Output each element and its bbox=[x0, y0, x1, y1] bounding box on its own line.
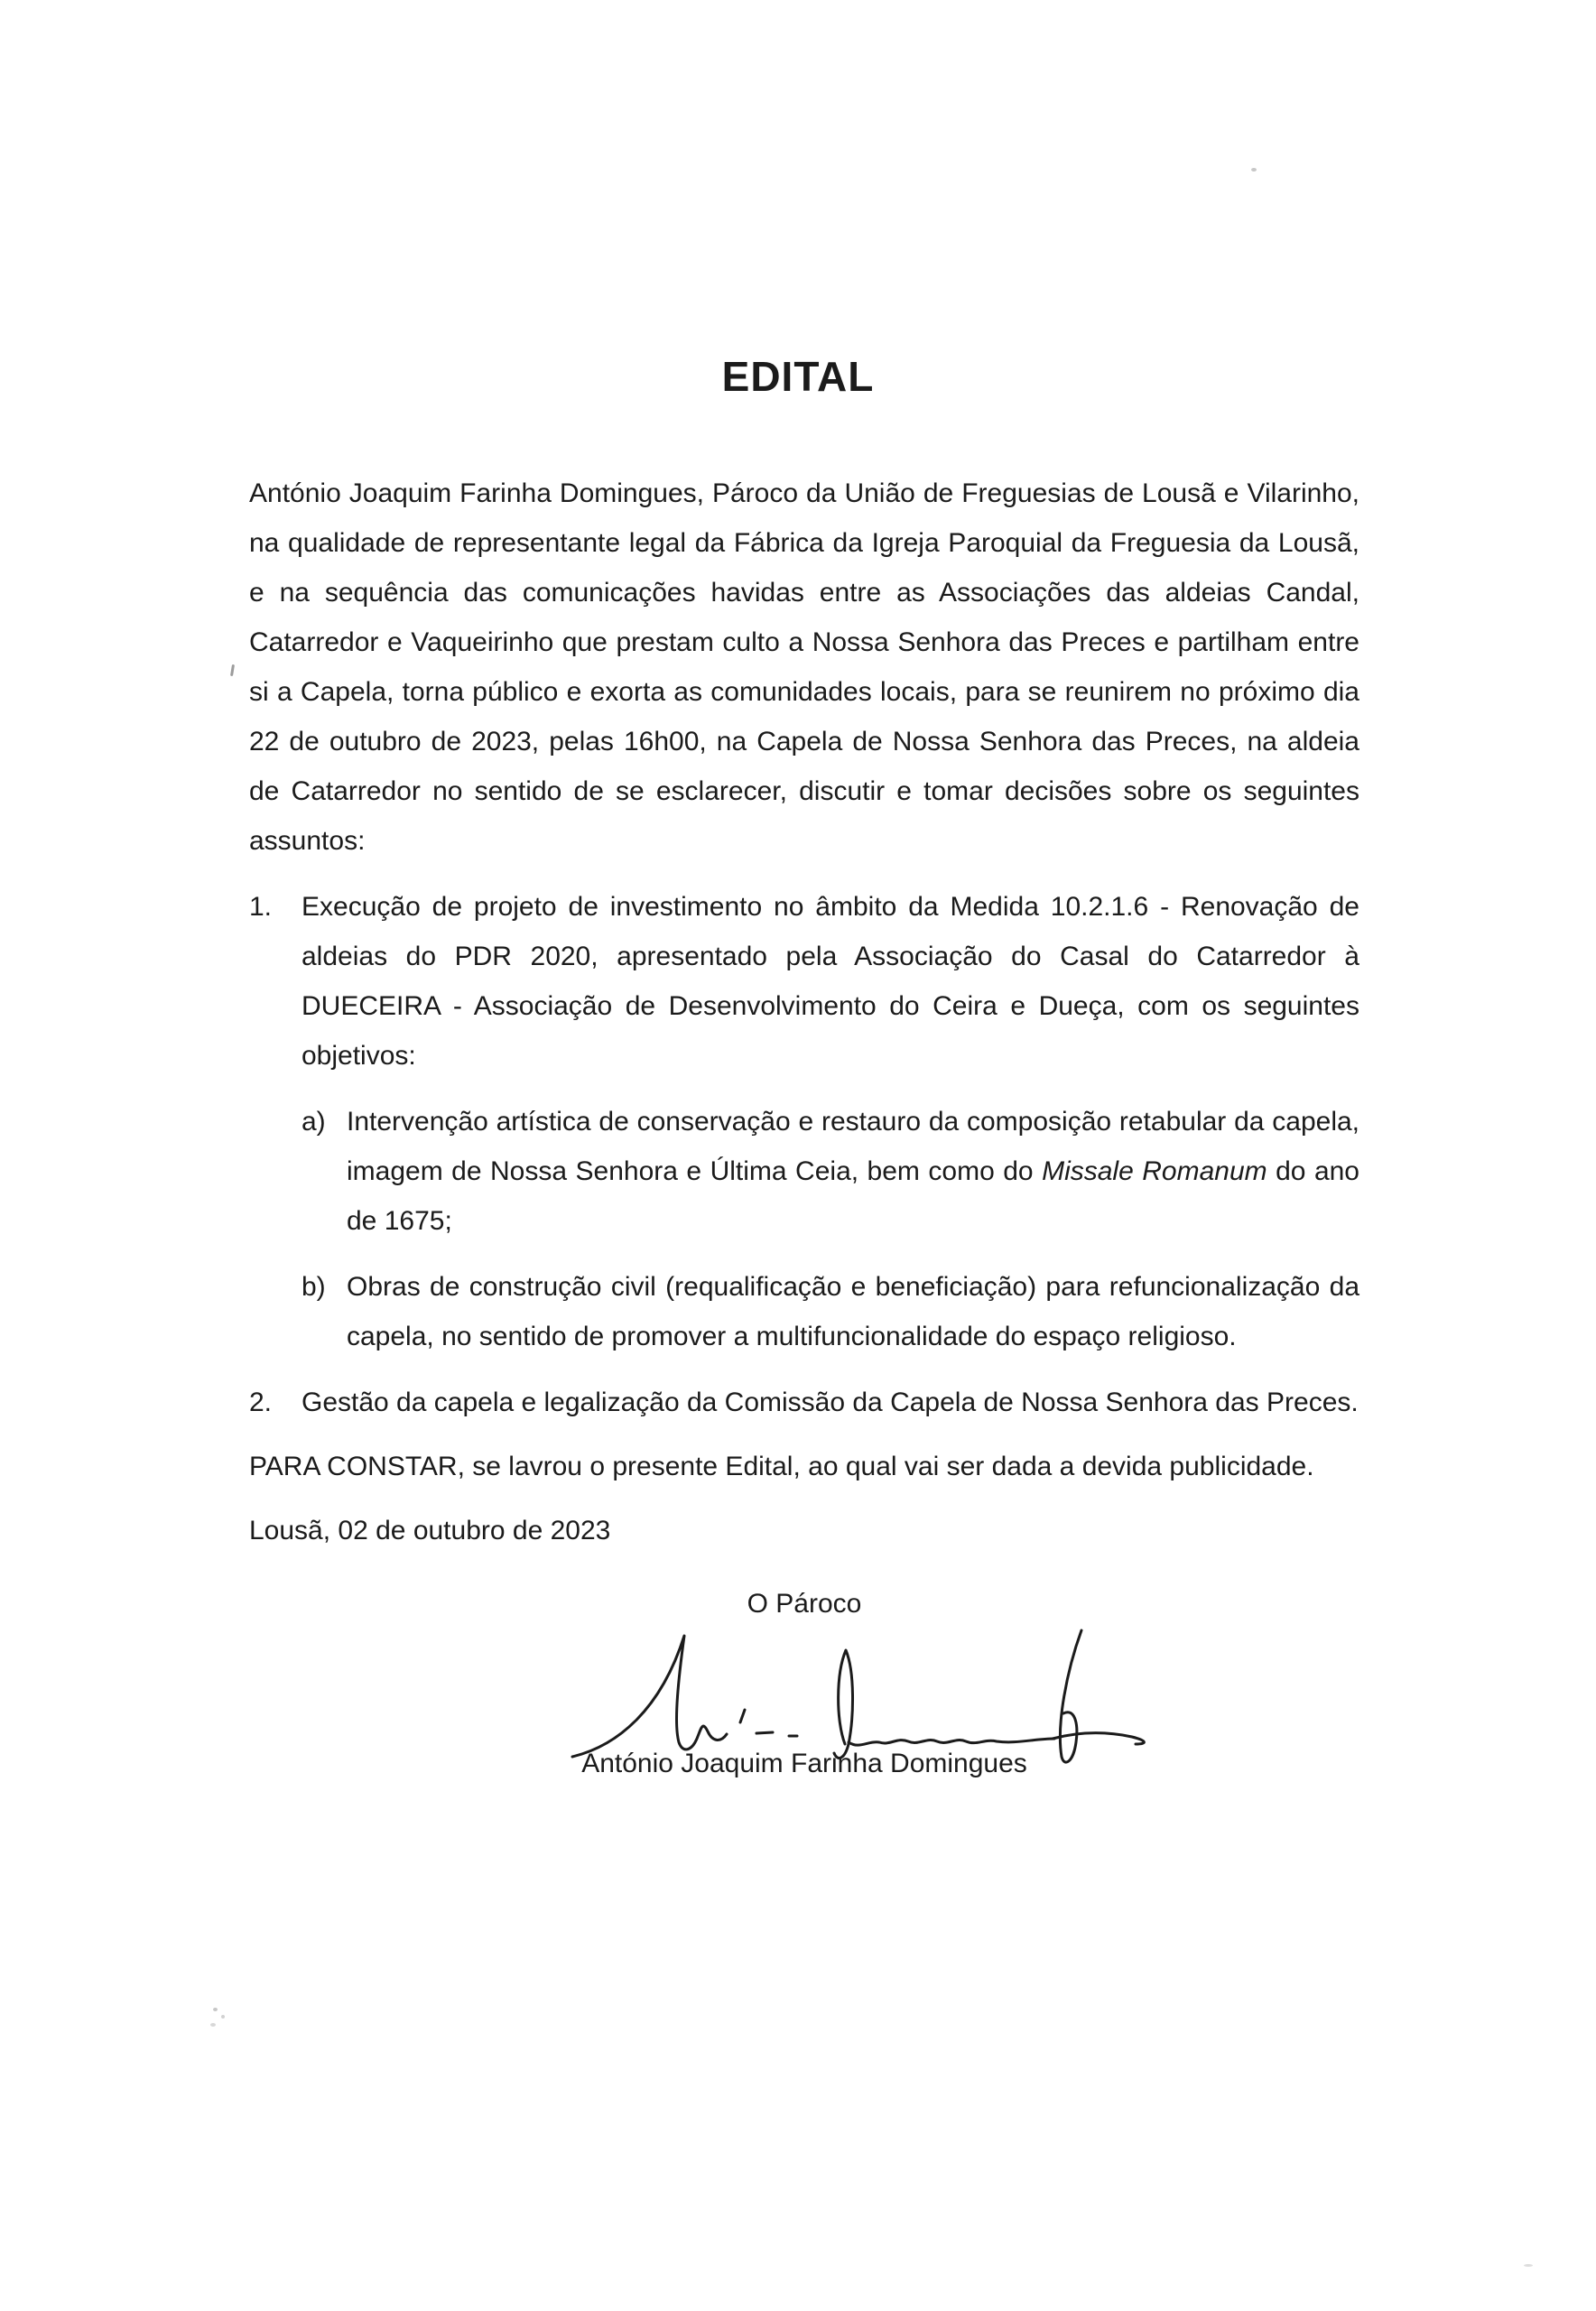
place-date-line: Lousã, 02 de outubro de 2023 bbox=[249, 1515, 611, 1545]
signature-stroke bbox=[1060, 1630, 1081, 1762]
signature-stroke bbox=[849, 1739, 1054, 1745]
subitem-a bbox=[302, 1097, 1359, 1246]
subitem-b bbox=[302, 1262, 1359, 1361]
intro-paragraph: António Joaquim Farinha Domingues, Pároco da União de Freguesias de Lousã e Vilarinho, na qualidade de representante legal da Fábrica da Igreja Paroquial da Freguesia da Lousã, e na sequência das comunicações havidas entre as Associações das aldeias Candal, Catarredor e Vaqueirinho que prestam culto a Nossa Senhora das Preces e partilham entre si a Capela, torna público e exorta as comunidades locais, para se reunirem no próximo dia 22 de outubro de 2023, pelas 16h00, na Capela de Nossa Senhora das Preces, na aldeia de Catarredor no sentido de se esclarecer, discutir e tomar decisões sobre os seguintes assuntos: bbox=[249, 478, 1359, 856]
subitem-b-text: Obras de construção civil (requalificação e beneficiação) para refuncionalização da capela, no sentido de promover a multifuncionalidade do espaço religioso. bbox=[347, 1271, 1359, 1351]
signature-stroke bbox=[572, 1636, 727, 1757]
signature-role: O Pároco bbox=[747, 1588, 862, 1619]
latin-title-italic: Missale Romanum bbox=[1042, 1156, 1267, 1186]
closing-statement: PARA CONSTAR, se lavrou o presente Edital, ao qual vai ser dada a devida publicidade. bbox=[249, 1451, 1314, 1481]
signature-stroke bbox=[1053, 1732, 1144, 1743]
signatory-name: António Joaquim Farinha Domingues bbox=[581, 1748, 1027, 1778]
signature-block bbox=[249, 1579, 1359, 1788]
list-item-1-text: Execução de projeto de investimento no âmbito da Medida 10.2.1.6 - Renovação de aldeias do PDR 2020, apresentado pela Associação do Casal do Catarredor à DUECEIRA - Associação de Desenvolvimento do Ceira e Dueça, com os seguintes objetivos: bbox=[302, 891, 1359, 1071]
list-item-1 bbox=[249, 882, 1359, 1081]
document-body bbox=[249, 469, 1359, 1788]
signature-stroke bbox=[756, 1732, 773, 1733]
scan-artifact bbox=[221, 2015, 225, 2019]
document-title: EDITAL bbox=[721, 353, 875, 400]
scan-artifact bbox=[213, 2008, 218, 2011]
subitem-a-text-after: do ano de 1675; bbox=[347, 1156, 1359, 1236]
scan-artifact bbox=[230, 664, 235, 676]
list-item-1-number: 1. bbox=[249, 891, 273, 922]
scan-artifact bbox=[210, 2023, 216, 2027]
list-item-2-text: Gestão da capela e legalização da Comissão da Capela de Nossa Senhora das Preces. bbox=[302, 1387, 1359, 1417]
list-item-2-number: 2. bbox=[249, 1387, 273, 1417]
subitem-b-label: b) bbox=[302, 1271, 326, 1302]
list-item-2 bbox=[249, 1378, 1359, 1427]
scan-artifact bbox=[1251, 168, 1257, 172]
subitem-a-text: Intervenção artística de conservação e restauro da composição retabular da capela, imagem de Nossa Senhora e Última Ceia, bem como do bbox=[347, 1106, 1359, 1186]
subitem-a-label: a) bbox=[302, 1106, 326, 1137]
handwritten-signature bbox=[547, 1616, 1161, 1769]
scan-artifact bbox=[1524, 2264, 1533, 2267]
signature-stroke bbox=[740, 1710, 745, 1722]
